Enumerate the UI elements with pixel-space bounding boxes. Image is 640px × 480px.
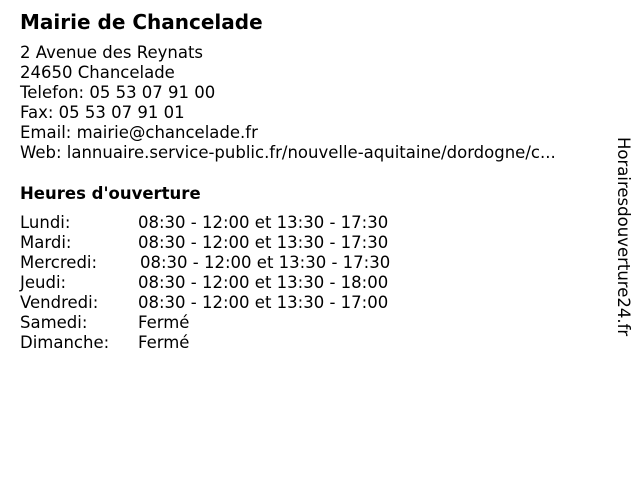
day-label: Lundi: xyxy=(20,213,71,232)
address-line-2: 24650 Chancelade xyxy=(20,63,175,82)
day-label: Samedi: xyxy=(20,313,88,332)
address-line-1: 2 Avenue des Reynats xyxy=(20,43,204,62)
day-hours: 08:30 - 12:00 et 13:30 - 17:30 xyxy=(140,253,391,272)
day-hours: 08:30 - 12:00 et 13:30 - 18:00 xyxy=(138,273,389,292)
phone-number: Telefon: 05 53 07 91 00 xyxy=(20,83,216,102)
day-hours: 08:30 - 12:00 et 13:30 - 17:30 xyxy=(138,213,389,232)
watermark-text: Horairesdouverture24.fr xyxy=(614,137,633,337)
hours-heading: Heures d'ouverture xyxy=(20,184,201,203)
day-hours: Fermé xyxy=(138,313,190,332)
web-link[interactable]: lannuaire.service-public.fr/nouvelle-aquitaine/dordogne/c... xyxy=(66,143,556,162)
page-title: Mairie de Chancelade xyxy=(20,10,263,34)
day-label: Jeudi: xyxy=(20,273,67,292)
email-link[interactable]: mairie@chancelade.fr xyxy=(76,123,258,142)
day-label: Mardi: xyxy=(20,233,72,252)
day-hours: 08:30 - 12:00 et 13:30 - 17:30 xyxy=(138,233,389,252)
day-hours: 08:30 - 12:00 et 13:30 - 17:00 xyxy=(138,293,389,312)
day-label: Mercredi: xyxy=(20,253,98,272)
email-label: Email: xyxy=(20,123,77,142)
contact-info xyxy=(20,43,556,163)
email-row xyxy=(20,123,556,143)
day-label: Dimanche: xyxy=(20,333,110,352)
day-label: Vendredi: xyxy=(20,293,99,312)
fax-number: Fax: 05 53 07 91 01 xyxy=(20,103,185,122)
web-row xyxy=(20,143,556,163)
web-label: Web: xyxy=(20,143,67,162)
day-hours: Fermé xyxy=(138,333,190,352)
watermark xyxy=(610,137,640,347)
